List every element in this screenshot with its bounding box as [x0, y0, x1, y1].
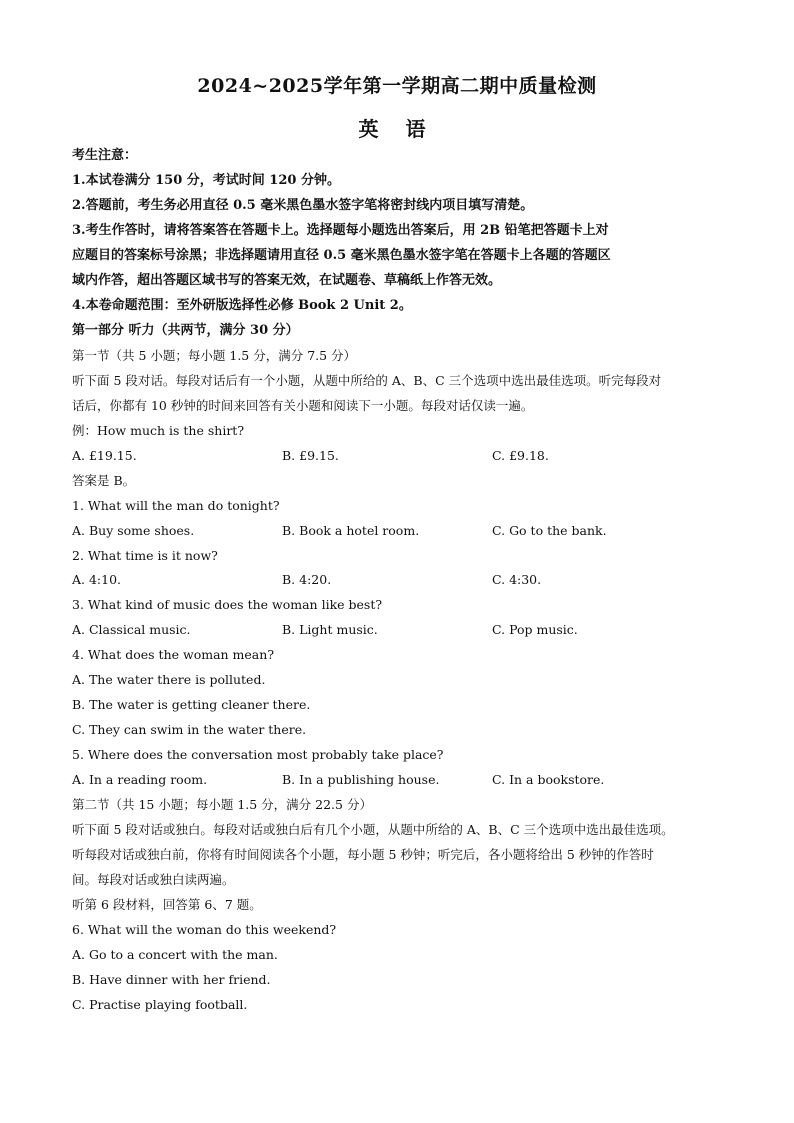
- question-4: 4. What does the woman mean?: [72, 647, 275, 662]
- question-3: 3. What kind of music does the woman like best?: [72, 597, 383, 612]
- notice-line: 4.本卷命题范围：至外研版选择性必修 Book 2 Unit 2。: [72, 298, 412, 313]
- section1-instructions: 话后，你都有 10 秒钟的时间来回答有关小题和阅读下一小题。每段对话仅读一遍。: [72, 398, 534, 413]
- q4-option-c: C. They can swim in the water there.: [72, 722, 307, 737]
- q6-option-c: C. Practise playing football.: [72, 997, 248, 1012]
- notice-line: 应题目的答案标号涂黑；非选择题请用直径 0.5 毫米黑色墨水签字笔在答题卡上各题的答题区: [72, 248, 611, 263]
- q6-option-a: A. Go to a concert with the man.: [72, 947, 278, 962]
- q1-option-a: A. Buy some shoes.: [72, 523, 195, 538]
- q5-option-a: A. In a reading room.: [72, 772, 208, 787]
- q4-option-a: A. The water there is polluted.: [72, 672, 266, 687]
- q4-option-b: B. The water is getting cleaner there.: [72, 697, 311, 712]
- q1-option-c: C. Go to the bank.: [492, 523, 607, 538]
- notice-line: 域内作答，超出答题区域书写的答案无效，在试题卷、草稿纸上作答无效。: [72, 273, 502, 288]
- q6-option-b: B. Have dinner with her friend.: [72, 972, 271, 987]
- subject-title: 英 语: [358, 117, 436, 141]
- section2-instructions: 间。每段对话或独白读两遍。: [72, 872, 235, 887]
- exam-title: 2024~2025学年第一学期高二期中质量检测: [197, 75, 597, 97]
- q2-option-c: C. 4:30.: [492, 572, 542, 587]
- section1-heading: 第一节（共 5 小题；每小题 1.5 分，满分 7.5 分）: [72, 348, 357, 363]
- part1-heading: 第一部分 听力（共两节，满分 30 分）: [72, 323, 299, 338]
- notice-line: 1.本试卷满分 150 分，考试时间 120 分钟。: [72, 173, 340, 188]
- question-1: 1. What will the man do tonight?: [72, 498, 280, 513]
- section1-instructions: 听下面 5 段对话。每段对话后有一个小题，从题中所给的 A、B、C 三个选项中选出最佳选项。听完每段对: [72, 373, 662, 388]
- q5-option-b: B. In a publishing house.: [282, 772, 440, 787]
- example-option-a: A. £19.15.: [72, 448, 137, 463]
- q1-option-b: B. Book a hotel room.: [282, 523, 420, 538]
- q2-option-a: A. 4:10.: [72, 572, 122, 587]
- q3-option-a: A. Classical music.: [72, 622, 191, 637]
- section2-instructions: 听下面 5 段对话或独白。每段对话或独白后有几个小题，从题中所给的 A、B、C 三个选项中选出最佳选项。: [72, 822, 674, 837]
- notice-line: 3.考生作答时，请将答案答在答题卡上。选择题每小题选出答案后，用 2B 铅笔把答题卡上对: [72, 223, 609, 238]
- q3-option-c: C. Pop music.: [492, 622, 578, 637]
- question-5: 5. Where does the conversation most probably take place?: [72, 747, 444, 762]
- example-question: 例：How much is the shirt?: [72, 423, 245, 438]
- material-6-heading: 听第 6 段材料，回答第 6、7 题。: [72, 897, 262, 912]
- section2-heading: 第二节（共 15 小题；每小题 1.5 分，满分 22.5 分）: [72, 797, 372, 812]
- q5-option-c: C. In a bookstore.: [492, 772, 605, 787]
- example-option-c: C. £9.18.: [492, 448, 549, 463]
- notice-heading: 考生注意：: [72, 148, 138, 163]
- q2-option-b: B. 4:20.: [282, 572, 332, 587]
- section2-instructions: 听每段对话或独白前，你将有时间阅读各个小题，每小题 5 秒钟；听完后，各小题将给出 5 秒钟的作答时: [72, 847, 654, 862]
- example-answer: 答案是 B。: [72, 473, 136, 488]
- q3-option-b: B. Light music.: [282, 622, 378, 637]
- example-option-b: B. £9.15.: [282, 448, 339, 463]
- question-2: 2. What time is it now?: [72, 548, 218, 563]
- notice-line: 2.答题前，考生务必用直径 0.5 毫米黑色墨水签字笔将密封线内项目填写清楚。: [72, 198, 534, 213]
- question-6: 6. What will the woman do this weekend?: [72, 922, 337, 937]
